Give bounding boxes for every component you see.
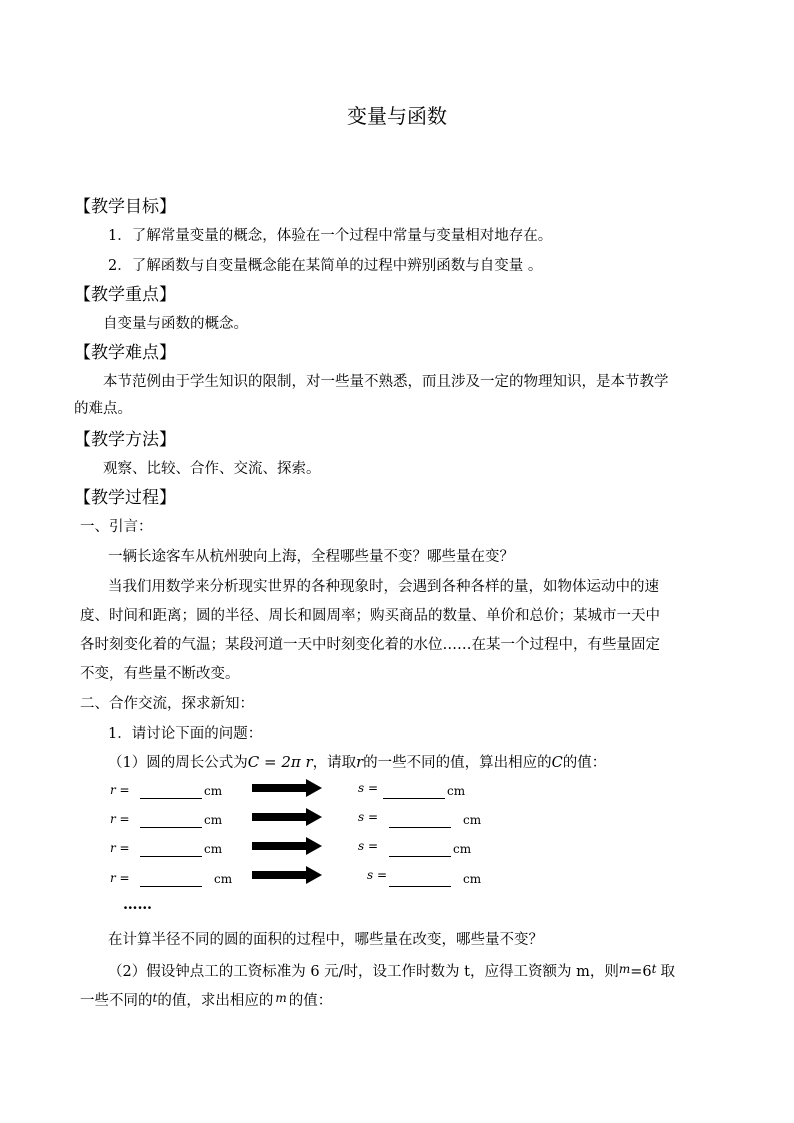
section-heading-goal: 【教学目标】 bbox=[74, 197, 176, 217]
row4-right-blank[interactable] bbox=[389, 872, 451, 891]
sub1-mid: ，请取 bbox=[312, 755, 357, 771]
sub2-line1-text: （2）假设钟点工的工资标准为 6 元/时，设工作时数为 t，应得工资额为 m，则 bbox=[108, 964, 619, 980]
row2-arrow-icon bbox=[252, 807, 322, 827]
part2-heading: 二、合作交流，探求新知： bbox=[80, 696, 254, 712]
difficult-text-line2: 的难点。 bbox=[74, 401, 132, 417]
intro-line-3: 各时刻变化着的气温；某段河道一天中时刻变化着的水位……在某一个过程中，有些量固定 bbox=[80, 637, 660, 653]
goal-item-2: 2．了解函数与自变量概念能在某简单的过程中辨别函数与自变量 。 bbox=[108, 258, 543, 274]
section-heading-key: 【教学重点】 bbox=[74, 285, 176, 305]
method-text: 观察、比较、合作、交流、探索。 bbox=[103, 461, 321, 477]
var-t: t bbox=[651, 962, 657, 976]
row1-left-blank[interactable] bbox=[140, 784, 202, 803]
sub-question-1 bbox=[108, 751, 606, 772]
row1-left-unit: cm bbox=[204, 784, 223, 798]
sub-question-2-line1 bbox=[108, 960, 675, 981]
row2-right-blank[interactable] bbox=[389, 813, 451, 832]
intro-line-2: 度、时间和距离；圆的半径、周长和圆周率；购买商品的数量、单价和总价；某城市一天中 bbox=[80, 608, 660, 624]
row4-right-label: s = bbox=[367, 868, 388, 882]
row3-right-blank[interactable] bbox=[389, 842, 451, 861]
circumference-formula: C = 2π r bbox=[247, 753, 313, 771]
row3-left-blank[interactable] bbox=[140, 842, 202, 861]
row2-left-label: r = bbox=[110, 812, 130, 826]
row1-arrow-icon bbox=[252, 778, 322, 798]
section-heading-difficult: 【教学难点】 bbox=[74, 343, 176, 363]
row1-left-label: r = bbox=[110, 783, 130, 797]
row3-left-label: r = bbox=[110, 841, 130, 855]
intro-question: 一辆长途客车从杭州驶向上海，全程哪些量不变？哪些量在变？ bbox=[108, 549, 514, 565]
row1-right-blank[interactable] bbox=[383, 784, 445, 803]
var-t-2: t bbox=[152, 991, 158, 1005]
intro-line-4: 不变，有些量不断改变。 bbox=[80, 666, 240, 682]
sub1-prefix: （1）圆的周长公式为 bbox=[108, 755, 248, 771]
row3-arrow-icon bbox=[252, 836, 322, 856]
intro-heading: 一、引言： bbox=[80, 519, 153, 535]
section-heading-process: 【教学过程】 bbox=[74, 488, 176, 508]
row2-left-blank[interactable] bbox=[140, 813, 202, 832]
row4-left-label: r = bbox=[110, 871, 130, 885]
part2-question-1: 1．请讨论下面的问题： bbox=[108, 726, 263, 742]
row1-right-label: s = bbox=[358, 781, 379, 795]
row2-left-unit: cm bbox=[204, 813, 223, 827]
rows-ellipsis: …… bbox=[123, 896, 152, 913]
row4-right-unit: cm bbox=[463, 872, 482, 886]
var-C: C bbox=[551, 755, 563, 771]
var-r: r bbox=[356, 755, 364, 771]
sub1-mid2: 的一些不同的值，算出相应的 bbox=[363, 755, 552, 771]
var-m: m bbox=[618, 962, 631, 976]
row1-right-unit: cm bbox=[447, 784, 466, 798]
row4-left-blank[interactable] bbox=[140, 872, 202, 891]
difficult-text-line1: 本节范例由于学生知识的限制，对一些量不熟悉，而且涉及一定的物理知识，是本节教学 bbox=[103, 374, 669, 390]
sub2-line2-c: 的值： bbox=[288, 993, 333, 1009]
sub-question-2-line2 bbox=[80, 989, 332, 1010]
row4-left-unit: cm bbox=[214, 872, 233, 886]
row3-right-unit: cm bbox=[453, 842, 472, 856]
sub2-line2-a: 一些不同的 bbox=[80, 993, 153, 1009]
row2-right-label: s = bbox=[358, 810, 379, 824]
row3-left-unit: cm bbox=[204, 842, 223, 856]
row2-right-unit: cm bbox=[463, 813, 482, 827]
sub1-suffix: 的值： bbox=[562, 755, 607, 771]
intro-line-1: 当我们用数学来分析现实世界的各种现象时，会遇到各种各样的量，如物体运动中的速 bbox=[108, 579, 659, 595]
key-text: 自变量与函数的概念。 bbox=[103, 316, 248, 332]
section-heading-method: 【教学方法】 bbox=[74, 430, 176, 450]
sub2-line2-b: 的值，求出相应的 bbox=[157, 993, 274, 1009]
sub2-line1-end: 取 bbox=[660, 964, 675, 980]
row4-arrow-icon bbox=[252, 865, 322, 885]
row3-right-label: s = bbox=[358, 839, 379, 853]
var-m-2: m bbox=[275, 991, 287, 1005]
sub2-eq: =6 bbox=[630, 964, 652, 980]
area-question: 在计算半径不同的圆的面积的过程中，哪些量在改变，哪些量不变？ bbox=[108, 932, 543, 948]
page-title: 变量与函数 bbox=[347, 104, 447, 128]
goal-item-1: 1．了解常量变量的概念，体验在一个过程中常量与变量相对地存在。 bbox=[108, 228, 553, 244]
